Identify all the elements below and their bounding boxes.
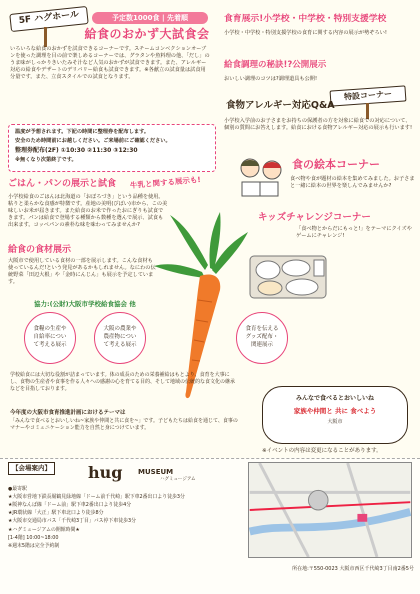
ticket-info-box bbox=[8, 124, 216, 172]
access-line: ★大阪市交通局市バス「千代崎3丁目」バス停下車徒歩3分 bbox=[8, 518, 136, 525]
access-line: ★大阪市営地下鉄長堀鶴見緑地線「ドーム前千代崎」駅下車2番出口より徒歩3分 bbox=[8, 494, 185, 501]
sign-pole bbox=[44, 27, 47, 47]
rice-bread-title: ごはん・パンの展示と試食 bbox=[8, 179, 117, 189]
picture-book-text: 食べ物や食が題材の絵本を集めてみました。お子さまと一緒に絵本の世界を楽しんでみませんか? bbox=[290, 176, 415, 190]
access-line: ●最寄駅 bbox=[8, 486, 27, 492]
hug-museum-logo: hug bbox=[88, 463, 123, 482]
sign-pole bbox=[366, 103, 369, 119]
school-exhibit-title: 食育展示!小学校・中学校・特別支援学校 bbox=[224, 14, 387, 24]
access-map bbox=[248, 462, 412, 558]
limit-badge: 予定数1000食 | 先着順 bbox=[92, 12, 208, 24]
kids-challenge-text: 「食べ物とからだにもっと!」をテーマにクイズやゲームにチャレンジ! bbox=[296, 226, 412, 240]
lunch-tray-illustration bbox=[248, 250, 328, 302]
reading-kids-illustration bbox=[232, 154, 288, 200]
slogan-line-1: みんなで食べるとおいしいね bbox=[295, 395, 374, 402]
address: 所在地:〒550-0023 大阪市西区千代崎3丁目南2番5号 bbox=[292, 566, 414, 572]
logo-museum-text: MUSEUM bbox=[138, 468, 174, 476]
slogan-org: 大阪市 bbox=[327, 418, 343, 425]
exhibit-circle-agriculture: 大阪の農業や農産物について考える展示 bbox=[94, 312, 146, 364]
picture-book-title: 食の絵本コーナー bbox=[292, 158, 380, 171]
campaign-heading: 今年度の大阪市食育推進計画におけるテーマは bbox=[10, 410, 126, 416]
kids-challenge-title: キッズチャレンジコーナー bbox=[258, 212, 371, 223]
exhibit-circle-goods: 食育を伝えるグッズ配布・関連展示 bbox=[236, 312, 288, 364]
access-line: ★JR環状線「大正」駅下車北口より徒歩8分 bbox=[8, 510, 104, 517]
intro-text: いろいろな給食のおかずを試食できるコーナーです。スチームコンベクションオーブンを使った調理を目の前で楽しめるコーナーでは、グラタンや魚料理の他、「だし」のうま味がしっかりきいたみそ汁など人気のおかずが試食できます。また、アレルギー対応の給食やデザートのデリバリー給食も試食できます。※各献立の試食量は試食用分量です。また、立食スタイルでの試食となります。 bbox=[10, 46, 210, 81]
access-line: ★阪神なんば線「ドーム前」駅下車2番出口より徒歩4分 bbox=[8, 502, 132, 509]
special-corner-sign: 特設コーナー bbox=[330, 85, 407, 106]
opening-hours-heading: ★ハグミュージアムの開館時間★ bbox=[8, 526, 80, 533]
main-title: 給食のおかず大試食会 bbox=[84, 27, 210, 41]
slogan-box bbox=[262, 386, 408, 444]
cooking-secrets-title: 給食調理の秘訣!?公開展示 bbox=[224, 60, 327, 70]
ingredients-title: 給食の食材展示 bbox=[8, 245, 72, 255]
allergy-qa-text: 小学校入学前のお子さまをお持ちの保護者の方を対象に給食での対応について、個別の質問にお答えします。給食における食物アレルギー対応の展示も行います! bbox=[224, 118, 413, 132]
info-line-3: ※無くなり次第終了です。 bbox=[15, 157, 77, 164]
ingredients-text: 大阪市で使用している食材の一部を展示します。こんな食材も使っているんだ!という発見があるかもしれません。なにわの伝統野菜「田辺大根」や「金時にんじん」も展示を予定しています。 bbox=[8, 258, 156, 286]
logo-kana: ハグミュージアム bbox=[160, 477, 196, 482]
slogan-line-2: 家族や仲間と 共に 食べよう bbox=[293, 407, 377, 416]
opening-hours: [1-4階] 10:00~18:00 bbox=[8, 534, 59, 541]
rice-bread-text: 小学校給食のごはんは北海道の「おぼろづき」という品種を使用。粘りと柔らかな食感が特徴です。産地の美明(びばい)市から、この美味しいお米が届きます。また給食のお米で作ったおにぎりも試食できます。パンは給食で登場する種類から数種を選んで展示、試食も出来ます。コッペパンの素朴な味を味わってみませんか? bbox=[8, 194, 168, 229]
campaign-text: 「みんなで食べるとおいしいね~家族や仲間と共に食を~」です。子どもたちは給食を通じて、食事のマナーやコミュニケーション能力を自然と身につけています。 bbox=[10, 418, 238, 431]
cooperation-credit: 協力:(公財)大阪市学校給食協会 他 bbox=[34, 300, 136, 308]
school-lunch-role-text: 学校給食には大切な役割が詰まっています。体の成長のための栄養補給はもとより、食育を大事にし、食物の生産者や食事を作る人々への感謝の心を育てる目的、そして地域の伝統的な食文化の継承などを目指しております。 bbox=[10, 372, 236, 392]
info-line-2: 安全のため時間前にお越しください。ご来場前にご確認ください。 bbox=[15, 138, 171, 145]
info-line-1: 温度が予想されます。下記の時間に整理券を配布します。 bbox=[15, 129, 150, 135]
allergy-qa-title: 食物アレルギー対応Q&A bbox=[226, 100, 335, 111]
floor-sign: 5F ハグホール bbox=[9, 6, 88, 32]
milk-badge: 牛乳と関する展示も! bbox=[129, 174, 202, 191]
exhibit-circle-food-supply: 食糧の生産や自給率について考える展示 bbox=[24, 312, 76, 364]
venue-label: 【会場案内】 bbox=[8, 462, 55, 475]
school-exhibit-text: 小学校・中学校・特別支援学校の食育に関する内容の展示が勢ぞろい! bbox=[224, 30, 387, 36]
reservation-note: ※週末5階は完全予約制 bbox=[8, 542, 60, 549]
ticket-times: 整理券配布(2F) ①10:30 ②11:30 ③12:30 bbox=[15, 147, 138, 155]
change-notice: ※イベントの内容は変更になることがあります。 bbox=[262, 448, 382, 454]
access-info bbox=[8, 486, 244, 551]
cooking-secrets-text: おいしい調理のコツは?調理道具も公開! bbox=[224, 76, 318, 82]
